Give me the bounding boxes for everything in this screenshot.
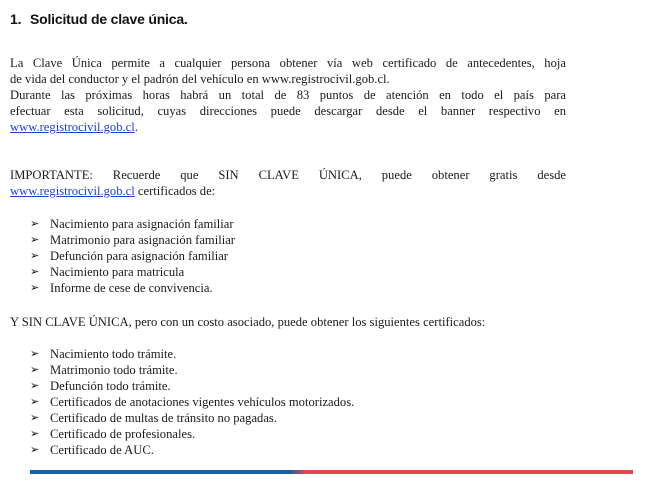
intro-paragraph [10, 55, 566, 135]
arrow-bullet-icon: ➢ [30, 265, 40, 278]
arrow-bullet-icon: ➢ [30, 363, 40, 376]
list-item-text: Nacimiento para asignación familiar [50, 217, 234, 231]
list-item-text: Informe de cese de convivencia. [50, 281, 213, 295]
arrow-bullet-icon: ➢ [30, 249, 40, 262]
footer-color-bar [30, 470, 633, 474]
list-item [30, 248, 235, 264]
list-item-text: Defunción todo trámite. [50, 379, 171, 393]
list-item [30, 362, 354, 378]
list-item [30, 264, 235, 280]
arrow-bullet-icon: ➢ [30, 379, 40, 392]
intro-link-suffix: . [134, 120, 138, 134]
arrow-bullet-icon: ➢ [30, 347, 40, 360]
intro-line-4: efectuar esta solicitud, cuyas direcciones puede descargar desde el banner respectivo en [10, 104, 566, 118]
arrow-bullet-icon: ➢ [30, 281, 40, 294]
arrow-bullet-icon: ➢ [30, 443, 40, 456]
registrocivil-link[interactable]: www.registrocivil.gob.cl [10, 120, 135, 134]
intro-line-1: La Clave Única permite a cualquier persona obtener vía web certificado de antecedentes, hoja [10, 56, 566, 70]
list-item [30, 280, 235, 296]
list-item-text: Defunción para asignación familiar [50, 249, 228, 263]
important-line-2-suffix: certificados de: [134, 184, 216, 198]
arrow-bullet-icon: ➢ [30, 427, 40, 440]
list-item-text: Certificados de anotaciones vigentes vehículos motorizados. [50, 395, 355, 409]
intro-line-5 [10, 119, 566, 135]
list-item-text: Certificado de multas de tránsito no pagadas. [50, 411, 277, 425]
list-item [30, 346, 354, 362]
paid-intro: Y SIN CLAVE ÚNICA, pero con un costo asociado, puede obtener los siguientes certificados: [10, 315, 486, 329]
section-title-text: Solicitud de clave única. [30, 11, 188, 27]
free-certificates-list [30, 216, 235, 296]
important-paragraph [10, 167, 566, 199]
list-item [30, 426, 354, 442]
registrocivil-link-2[interactable]: www.registrocivil.gob.cl [10, 184, 135, 198]
list-item-text: Matrimonio para asignación familiar [50, 233, 235, 247]
paid-certificates-list [30, 346, 354, 458]
list-item [30, 216, 235, 232]
list-item [30, 410, 354, 426]
intro-line-2: de vida del conductor y el padrón del vehículo en www.registrocivil.gob.cl. [10, 72, 390, 86]
list-item-text: Nacimiento todo trámite. [50, 347, 177, 361]
list-item-text: Certificado de profesionales. [50, 427, 196, 441]
intro-line-3: Durante las próximas horas habrá un total de 83 puntos de atención en todo el país para [10, 88, 566, 102]
list-item-text: Matrimonio todo trámite. [50, 363, 178, 377]
arrow-bullet-icon: ➢ [30, 411, 40, 424]
list-item [30, 394, 354, 410]
list-item-text: Certificado de AUC. [50, 443, 154, 457]
arrow-bullet-icon: ➢ [30, 217, 40, 230]
arrow-bullet-icon: ➢ [30, 395, 40, 408]
list-item [30, 378, 354, 394]
important-line-1: IMPORTANTE: Recuerde que SIN CLAVE ÚNICA, puede obtener gratis desde [10, 168, 566, 182]
list-item [30, 232, 235, 248]
arrow-bullet-icon: ➢ [30, 233, 40, 246]
section-title [10, 11, 188, 27]
list-item [30, 442, 354, 458]
important-line-2 [10, 183, 566, 199]
section-number: 1. [10, 11, 22, 27]
list-item-text: Nacimiento para matricula [50, 265, 185, 279]
